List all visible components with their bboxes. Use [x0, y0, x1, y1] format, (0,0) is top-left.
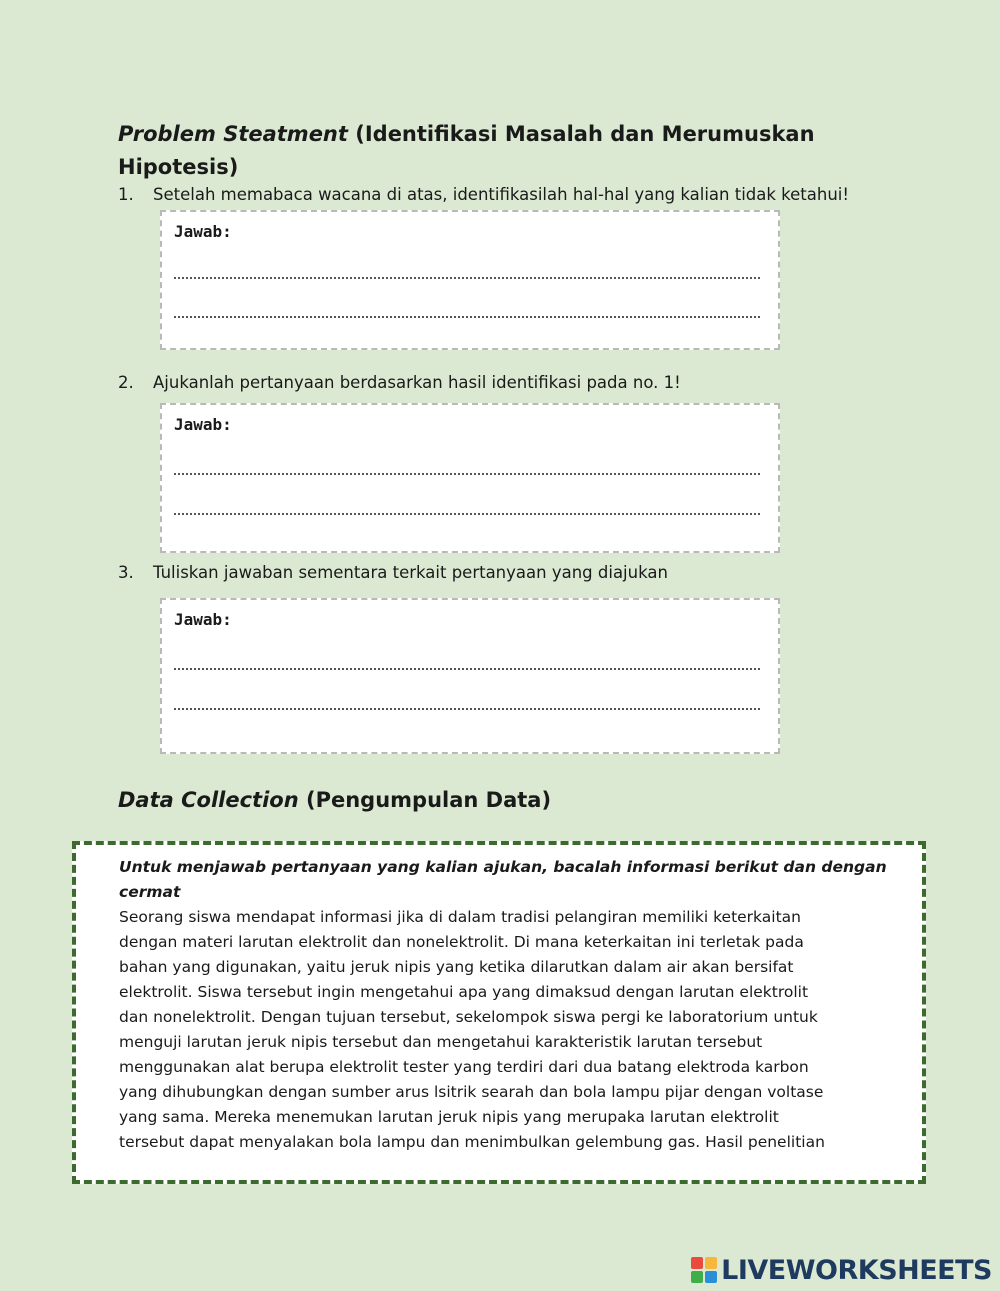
answer-line[interactable]	[174, 708, 760, 710]
answer-box-1[interactable]	[160, 210, 780, 350]
data-collection-title-english: Data Collection	[118, 788, 299, 812]
information-line: dengan materi larutan elektrolit dan nonelektrolit. Di mana keterkaitan ini terletak pada	[119, 933, 804, 951]
answer-label: Jawab:	[174, 415, 232, 434]
liveworksheets-logo-icon	[691, 1257, 717, 1283]
question-text: Ajukanlah pertanyaan berdasarkan hasil identifikasi pada no. 1!	[153, 373, 681, 392]
problem-title-english: Problem Steatment	[118, 122, 348, 146]
logo-tile	[705, 1257, 717, 1269]
information-instruction: Untuk menjawab pertanyaan yang kalian ajukan, bacalah informasi berikut dan dengan cermat	[119, 858, 887, 901]
answer-line[interactable]	[174, 316, 760, 318]
answer-line[interactable]	[174, 513, 760, 515]
information-line: bahan yang digunakan, yaitu jeruk nipis yang ketika dilarutkan dalam air akan bersifat	[119, 958, 794, 976]
answer-box-2[interactable]	[160, 403, 780, 553]
data-collection-title-indonesian: (Pengumpulan Data)	[305, 788, 552, 812]
problem-statement-title	[118, 118, 838, 184]
information-line: menguji larutan jeruk nipis tersebut dan mengetahui karakteristik larutan tersebut	[119, 1033, 763, 1051]
question-number: 3.	[118, 563, 134, 582]
information-line: menggunakan alat berupa elektrolit tester yang terdiri dari dua batang elektroda karbon	[119, 1058, 809, 1076]
information-line: elektrolit. Siswa tersebut ingin mengetahui apa yang dimaksud dengan larutan elektrolit	[119, 983, 809, 1001]
data-collection-title	[118, 788, 551, 812]
answer-box-3[interactable]	[160, 598, 780, 754]
answer-label: Jawab:	[174, 610, 232, 629]
question-2	[118, 373, 878, 395]
question-1	[118, 185, 878, 207]
question-3	[118, 563, 878, 585]
information-line: Seorang siswa mendapat informasi jika di dalam tradisi pelangiran memiliki keterkaitan	[119, 908, 801, 926]
question-text: Setelah memabaca wacana di atas, identifikasilah hal-hal yang kalian tidak ketahui!	[153, 185, 849, 204]
information-line: tersebut dapat menyalakan bola lampu dan menimbulkan gelembung gas. Hasil penelitian	[119, 1133, 825, 1151]
problem-title-indonesian: (Identifikasi Masalah dan Merumuskan Hipotesis)	[118, 122, 815, 179]
logo-tile	[691, 1257, 703, 1269]
answer-line[interactable]	[174, 668, 760, 670]
answer-label: Jawab:	[174, 222, 232, 241]
information-line: yang sama. Mereka menemukan larutan jeruk nipis yang merupaka larutan elektrolit	[119, 1108, 779, 1126]
question-number: 2.	[118, 373, 134, 392]
answer-line[interactable]	[174, 277, 760, 279]
information-box	[72, 841, 926, 1184]
brand-name: LIVEWORKSHEETS	[721, 1254, 992, 1286]
information-line: yang dihubungkan dengan sumber arus lsitrik searah dan bola lampu pijar dengan voltase	[119, 1083, 824, 1101]
answer-line[interactable]	[174, 473, 760, 475]
liveworksheets-brand[interactable]	[691, 1253, 992, 1287]
logo-tile	[705, 1271, 717, 1283]
logo-tile	[691, 1271, 703, 1283]
question-number: 1.	[118, 185, 134, 204]
information-text	[119, 905, 889, 1155]
question-text: Tuliskan jawaban sementara terkait pertanyaan yang diajukan	[153, 563, 668, 582]
information-line: dan nonelektrolit. Dengan tujuan tersebut, sekelompok siswa pergi ke laboratorium untuk	[119, 1008, 818, 1026]
